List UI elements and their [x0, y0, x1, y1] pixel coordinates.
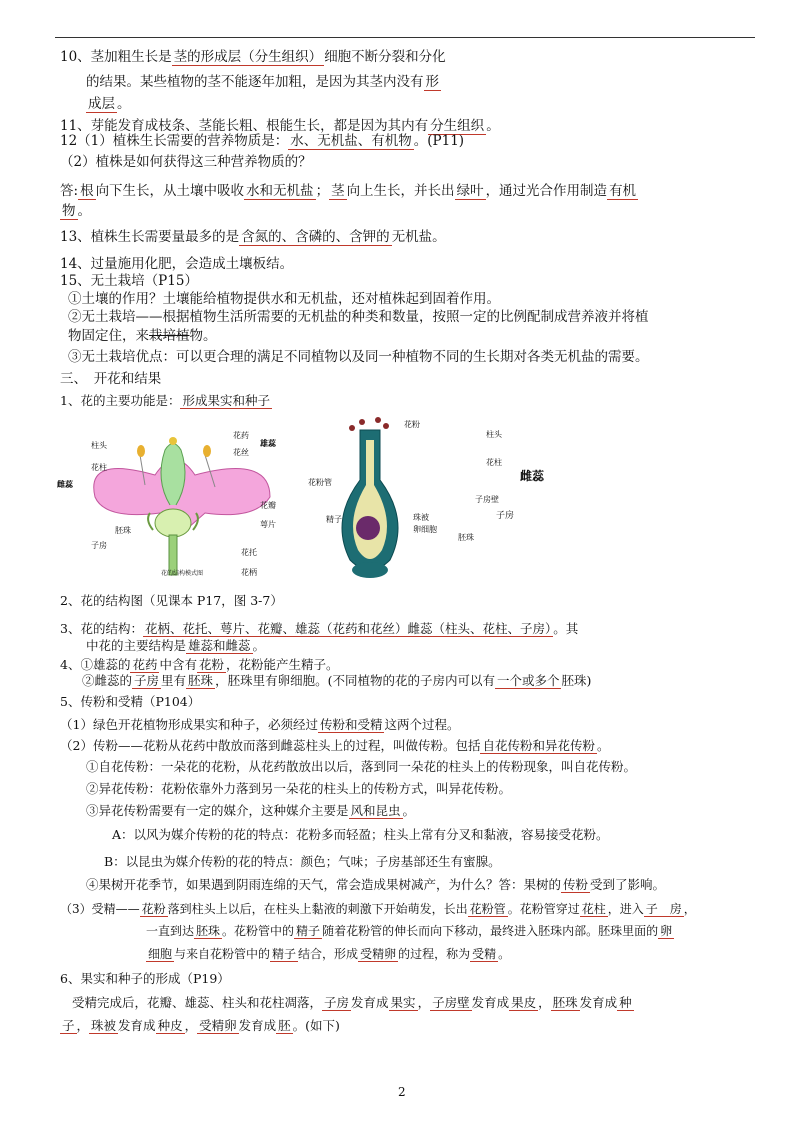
text: 向上生长，并长出 — [346, 183, 455, 199]
fig2-label-7: 精子 — [326, 515, 342, 524]
line-s1 — [60, 392, 272, 410]
text: 5、传粉和受精（P104） — [60, 694, 201, 709]
text: 。 — [252, 638, 266, 653]
answer: 果皮 — [511, 995, 537, 1010]
text: 。花粉管穿过 — [507, 902, 580, 916]
pistil-fertilization-diagram — [300, 410, 545, 585]
fig2-label-5: 子房壁 — [475, 495, 499, 504]
answer: 精子 — [296, 924, 321, 938]
line-wind-flowers — [112, 826, 609, 844]
answer: 有机 — [609, 183, 637, 199]
fig1-label-8: 萼片 — [260, 520, 276, 529]
line-fruit-formation-b — [60, 1017, 340, 1035]
text: 答: — [60, 183, 79, 199]
fig1-label-4: 花丝 — [233, 448, 249, 457]
answer: 一个或多个 — [496, 673, 560, 688]
line-13 — [60, 228, 446, 246]
fig1-label-1: 柱头 — [91, 441, 107, 450]
fig1-label-11: 花托 — [241, 548, 257, 557]
line-10b — [86, 73, 441, 91]
line-15-3 — [68, 348, 649, 366]
text: ， — [76, 1018, 90, 1033]
answer: 胚珠 — [552, 995, 578, 1010]
answer: 珠被 — [91, 1018, 117, 1033]
fig2-label-9: 胚珠 — [458, 533, 474, 542]
line-s5-2 — [60, 737, 610, 755]
header-rule — [55, 37, 755, 38]
answer: 受精卵 — [360, 947, 397, 961]
answer: 自花传粉和异花传粉 — [482, 738, 595, 753]
answer: 茎的形成层（分生组织） — [173, 49, 323, 65]
answer: 受精 — [472, 947, 497, 961]
answer: 水和无机盐 — [246, 183, 314, 199]
answer: 种 — [619, 995, 632, 1010]
text: （3）受精—— — [60, 902, 140, 916]
text: （2）传粉——花粉从花药中散放而落到雌蕊柱头上的过程，叫做传粉。包括 — [60, 738, 481, 753]
text: A：以风为媒介传粉的花的特点：花粉多而轻盈；柱头上常有分叉和黏液，容易接受花粉。 — [112, 827, 609, 842]
text: 发育成 — [579, 995, 618, 1010]
fig1-label-10: 子房 — [91, 541, 107, 550]
text: 细胞不断分裂和分化 — [324, 49, 446, 65]
text: 。(P11) — [413, 133, 465, 149]
text: ，胚珠里有卵细胞。(不同植物的花的子房内可以有 — [215, 673, 495, 688]
text: 物固定住，来 — [68, 328, 149, 344]
text: 无机盐。 — [391, 229, 446, 245]
fig1-label-3: 花药 — [233, 431, 249, 440]
answer: 成层 — [88, 96, 115, 112]
text: 向下生长，从土壤中吸收 — [95, 183, 245, 199]
answer: 形成果实和种子 — [182, 393, 270, 408]
text: 13、植株生长需要量最多的是 — [60, 229, 240, 245]
line-s3b — [86, 637, 265, 655]
answer: 精子 — [272, 947, 297, 961]
answer: 胚珠 — [188, 673, 214, 688]
line-12-ans — [60, 182, 638, 200]
fig2-label-2: 柱头 — [486, 430, 502, 439]
line-s2 — [60, 592, 283, 610]
fig2-group-pistil: 雌蕊 — [520, 469, 545, 483]
text: 。 — [402, 803, 416, 818]
answer: 绿叶 — [456, 183, 484, 199]
fig2-group-ovary: 子房 — [496, 511, 515, 521]
text: 。花粉管中的 — [222, 924, 295, 938]
text: 三、 开花和结果 — [60, 371, 162, 387]
answer: 子房 — [324, 995, 350, 1010]
text: 。其 — [553, 621, 579, 636]
line-fruit-formation — [72, 994, 634, 1012]
text: 受精完成后，花瓣、雄蕊、柱头和花柱凋落， — [72, 995, 323, 1010]
line-fruit-tree — [86, 876, 665, 894]
answer: 形 — [425, 74, 439, 90]
text: 6、果实和种子的形成（P19） — [60, 971, 230, 986]
text: 中花的主要结构是 — [86, 638, 187, 653]
fig2-label-1: 花粉 — [404, 420, 420, 429]
answer: 种皮 — [157, 1018, 183, 1033]
answer: 分生组织 — [430, 118, 485, 134]
text: 发育成 — [238, 1018, 277, 1033]
answer: 花柄、花托、萼片、花瓣、雄蕊（花药和花丝）雌蕊（柱头、花柱、子房） — [144, 621, 552, 636]
text: 里有 — [161, 673, 187, 688]
page-number: 2 — [398, 1085, 406, 1099]
answer: 花粉 — [141, 902, 166, 916]
text: 中含有 — [159, 657, 197, 672]
text: 受到了影响。 — [590, 877, 666, 892]
fig1-label-7: 花瓣 — [260, 501, 276, 510]
text: 14、过量施用化肥，会造成土壤板结。 — [60, 256, 294, 272]
answer: 胚珠 — [196, 924, 221, 938]
fig1-label-5: 雄蕊 — [260, 439, 276, 448]
text: 随着花粉管的伸长而向下移动，最终进入胚珠内部。胚珠里面的 — [322, 924, 659, 938]
text: 12（1）植株生长需要的营养物质是： — [60, 133, 289, 149]
text: ①土壤的作用？土壤能给植物提供水和无机盐，还对植株起到固着作用。 — [68, 291, 500, 307]
line-s5-1 — [60, 716, 460, 734]
text: ③异花传粉需要有一定的媒介，这种媒介主要是 — [86, 803, 349, 818]
text: ④果树开花季节，如果遇到阴雨连绵的天气，常会造成果树减产，为什么？答：果树的 — [86, 877, 562, 892]
text: 与来自花粉管中的 — [174, 947, 271, 961]
answer: 子房壁 — [432, 995, 470, 1010]
answer: 茎 — [331, 183, 345, 199]
answer: 胚 — [278, 1018, 291, 1033]
line-14 — [60, 255, 293, 273]
text: ③无土栽培优点：可以更合理的满足不同植物以及同一种植物不同的生长期对各类无机盐的需要。 — [68, 349, 649, 365]
text: ， — [538, 995, 551, 1010]
text: ； — [315, 183, 330, 199]
answer: 根 — [80, 183, 94, 199]
text: 。 — [498, 947, 511, 961]
line-s3 — [60, 620, 578, 638]
line-fertilization — [60, 900, 696, 918]
line-fertilization-c — [146, 945, 510, 963]
text: 的结果。某些植物的茎不能逐年加粗，是因为其茎内没有 — [86, 74, 424, 90]
answer: 传粉 — [563, 877, 589, 892]
answer: 含氮的、含磷的、含钾的 — [241, 229, 390, 245]
line-insect-flowers — [104, 853, 501, 871]
text: ②无土栽培——根据植物生活所需要的无机盐的种类和数量，按照一定的比例配制成营养液并将植 — [68, 309, 649, 325]
text: 。(如下) — [292, 1018, 340, 1033]
fig1-label-6: 雌蕊 — [57, 480, 73, 489]
text: ， — [683, 902, 696, 916]
text: 11、芽能发育成枝条、茎能长粗、根能生长，都是因为其内有 — [60, 118, 429, 134]
answer: 水、无机盐、有机物 — [290, 133, 412, 149]
text: 10、茎加粗生长是 — [60, 49, 172, 65]
fig2-label-3: 花粉管 — [308, 478, 332, 487]
answer: 细胞 — [148, 947, 173, 961]
fig2-label-6: 珠被 — [413, 513, 429, 522]
answer: 花粉管 — [469, 902, 506, 916]
text: ②异花传粉：花粉依靠外力落到另一朵花的柱头上的传粉方式，叫异花传粉。 — [86, 781, 512, 796]
text: 这两个过程。 — [384, 717, 460, 732]
text: 物。 — [189, 328, 217, 344]
fig2-label-4: 花柱 — [486, 458, 502, 467]
text: ②雌蕊的 — [82, 673, 133, 688]
line-self-pollination — [86, 758, 636, 776]
text: 。 — [486, 118, 500, 134]
flower-structure-diagram — [55, 425, 300, 585]
text: ，花粉能产生精子。 — [226, 657, 339, 672]
text: 栽培植 — [149, 328, 190, 344]
line-10c: 成层 。 — [88, 96, 131, 112]
text: 3、花的结构： — [60, 621, 143, 636]
answer: 花柱 — [581, 902, 606, 916]
answer: 雄蕊和雌蕊 — [188, 638, 251, 653]
text: 发育成 — [471, 995, 510, 1010]
answer: 子 房 — [645, 902, 682, 916]
text: 4、①雄蕊的 — [60, 657, 131, 672]
text: ，通过光合作用制造 — [485, 183, 608, 199]
text: ①自花传粉：一朵花的花粉，从花药散放出以后，落到同一朵花的柱头上的传粉现象，叫自花传粉。 — [86, 759, 637, 774]
text: 1、花的主要功能是： — [60, 393, 181, 408]
text: 。 — [596, 738, 610, 753]
text: 15、无土栽培（P15） — [60, 273, 198, 289]
text: （1）绿色开花植物形成果实和种子，必须经过 — [60, 717, 318, 732]
text: 发育成 — [351, 995, 389, 1010]
text: ， — [184, 1018, 198, 1033]
answer: 子房 — [134, 673, 160, 688]
text: 胚珠) — [561, 673, 592, 688]
fig1-label-2: 花柱 — [91, 463, 107, 472]
line-pollination-media — [86, 802, 415, 820]
answer: 子 — [62, 1018, 75, 1033]
answer: 传粉和受精 — [319, 717, 383, 732]
line-s5 — [60, 693, 200, 711]
line-15-1 — [68, 290, 500, 308]
line-12-1 — [60, 132, 464, 150]
text: 2、花的结构图（见课本 P17，图 3-7） — [60, 593, 283, 608]
line-12-ans-b — [60, 202, 91, 220]
answer: 花药 — [132, 657, 158, 672]
text: 。 — [77, 203, 91, 219]
line-fertilization-b — [146, 922, 674, 940]
answer: 果实 — [390, 995, 416, 1010]
line-s6 — [60, 970, 230, 988]
answer: 受精卵 — [199, 1018, 237, 1033]
text: 的过程，称为 — [398, 947, 471, 961]
fig1-label-12: 花柄 — [241, 568, 257, 577]
fig1-label-9: 胚珠 — [115, 526, 131, 535]
answer: 风和昆虫 — [350, 803, 401, 818]
text: 落到柱头上以后，在柱头上黏液的刺激下开始萌发，长出 — [167, 902, 468, 916]
line-10 — [60, 48, 446, 66]
line-15-2b — [68, 327, 217, 345]
fig1-caption: 花的结构模式图 — [161, 570, 204, 577]
fig2-label-8: 卵细胞 — [413, 525, 437, 534]
text: 发育成 — [118, 1018, 156, 1033]
answer: 卵 — [660, 924, 673, 938]
text: （2）植株是如何获得这三种营养物质的？ — [60, 154, 312, 170]
line-12-2 — [60, 153, 312, 171]
text: B：以昆虫为媒介传粉的花的特点：颜色；气味；子房基部还生有蜜腺。 — [104, 854, 501, 869]
text: ，进入 — [607, 902, 644, 916]
line-15-2 — [68, 308, 649, 326]
text: ， — [417, 995, 431, 1010]
line-cross-pollination — [86, 780, 511, 798]
line-15 — [60, 272, 198, 290]
text: 结合，形成 — [298, 947, 359, 961]
text: 一直到达 — [146, 924, 195, 938]
answer: 物 — [62, 203, 76, 219]
section-3-title — [60, 370, 161, 388]
line-s4b — [82, 672, 591, 690]
answer: 花粉 — [198, 657, 224, 672]
